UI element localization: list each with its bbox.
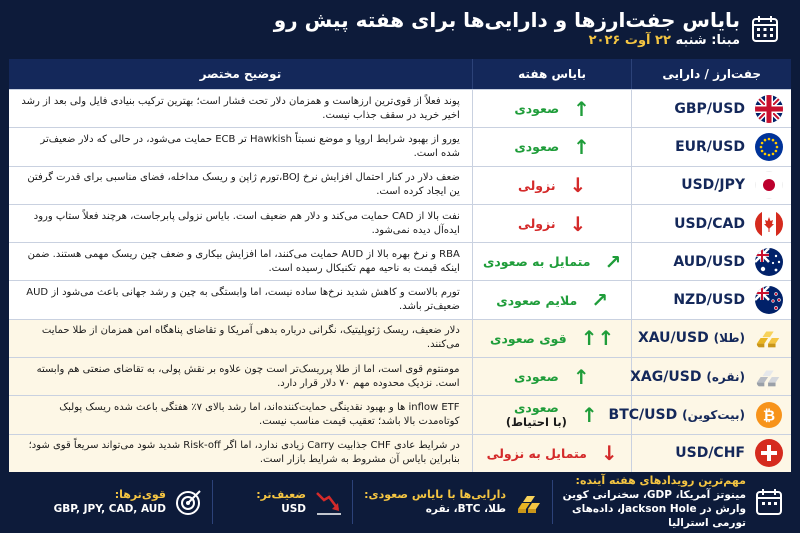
pair-code: USD/JPY: [681, 177, 745, 194]
bias-subtext: (با احتیاط): [505, 415, 567, 430]
arrow-up-icon: ↑: [573, 96, 590, 121]
pair-name-fa: (نقره): [706, 369, 745, 384]
pair-label: [609, 407, 745, 423]
bullish-body: طلا، BTC، نقره: [425, 503, 506, 515]
pair-cell: [631, 128, 791, 165]
pair-cell: [631, 167, 791, 204]
arrow-down-icon: ↓: [569, 173, 587, 198]
swiss-flag-icon: [755, 439, 783, 467]
description-cell: مومنتوم قوی است، اما از طلا پرریسک‌تر است چون علاوه بر نقش پولی، به تقاضای صنعتی هم وابسته است. نزدیک محدوده مهم ۷۰ دلار قرار دارد.: [36, 363, 460, 389]
calendar-icon: [754, 487, 784, 517]
bias-text: نزولی: [517, 177, 556, 193]
header: [0, 0, 800, 58]
bias-label: [514, 139, 559, 154]
description-cell: در شرایط عادی CHF جذابیت Carry زیادی ندارد، اما اگر Risk-off شدید شود می‌تواند سریعاً قوی شود؛ بنابراین بایاس آن مشروط به شرایط بازار است.: [28, 440, 460, 466]
bias-label: [483, 254, 591, 269]
pair-code: USD/CHF: [675, 445, 745, 462]
falling-chart-icon: [314, 487, 344, 517]
bias-text: صعودی: [514, 101, 560, 117]
bias-text: متمایل به صعودی: [482, 254, 591, 270]
bias-text: صعودی: [514, 139, 560, 155]
calendar-icon: [750, 14, 780, 44]
target-icon: [174, 487, 204, 517]
pair-cell: [631, 243, 791, 280]
pair-code: XAG/USD: [630, 368, 702, 385]
strong-body: GBP, JPY, CAD, AUD: [53, 503, 166, 515]
description-cell: پوند فعلاً از قوی‌ترین ارزهاست و همزمان دلار تحت فشار است؛ بهترین ترکیب بنیادی فایل ولی بعد از رشد اخیر خرید در سقف جذاب نیست.: [21, 95, 460, 121]
bias-table: [8, 58, 792, 471]
table-row: [9, 204, 791, 242]
table-row: [9, 166, 791, 204]
arrow-up-icon: ↑: [573, 134, 590, 159]
description-cell: تورم بالاست و کاهش شدید نرخ‌ها ساده نیست، اما وابستگی به چین و رشد جهانی باعث می‌شود از AUD ضعیف‌تر باشد.: [26, 287, 460, 313]
table-row: [9, 434, 791, 472]
arrow-up-icon: ↑↑: [580, 326, 615, 351]
bias-cell: [472, 128, 632, 165]
pair-cell: [631, 358, 791, 395]
pair-cell: [631, 320, 791, 357]
header-text: [274, 8, 740, 50]
pair-label: [681, 177, 745, 193]
bias-cell: [472, 281, 632, 318]
bias-label: [518, 216, 556, 231]
pair-label: [673, 292, 745, 308]
pair-label: [630, 369, 745, 385]
pair-code: AUD/USD: [673, 253, 745, 270]
gold-bars-icon: [514, 487, 544, 517]
description-cell: نفت بالا از CAD حمایت می‌کند و دلار هم ضعیف است. بایاس نزولی پابرجاست، هرچند فعلاً ستاپ ورود ایده‌آل دیده نمی‌شود.: [33, 210, 460, 236]
australia-flag-icon: [755, 248, 783, 276]
arrow-up-icon: ↑: [572, 364, 590, 389]
pair-label: [673, 254, 745, 270]
pair-code: GBP/USD: [674, 100, 745, 117]
pair-code: XAU/USD: [637, 330, 709, 347]
weak-title: ضعیف‌تر:: [256, 488, 306, 501]
svg-text:₿: ₿: [762, 406, 776, 425]
pair-code: BTC/USD: [608, 407, 678, 424]
description-cell: یورو از بهبود شرایط اروپا و موضع نسبتاً Hawkish تر ECB حمایت می‌شود، در حالی که دلار ضعیف‌تر شده است.: [40, 133, 460, 159]
pair-cell: [631, 435, 791, 472]
pair-cell: [631, 205, 791, 242]
arrow-down-icon: ↓: [600, 441, 618, 466]
pair-cell: [631, 90, 791, 127]
bias-text: نزولی: [517, 216, 556, 232]
pair-label: [674, 101, 745, 117]
subtitle-prefix: مبنا: شنبه: [675, 33, 740, 48]
bullish-title: دارایی‌ها با بایاس صعودی:: [364, 488, 506, 501]
description-cell: inflow ETF ها و بهبود نقدینگی حمایت‌کننده‌اند، اما رشد بالای ۷٪ هفتگی باعث شده ریسک پولبک کوتاه‌مدت بالا باشد؛ تعقیب قیمت مناسب نیست.: [59, 402, 460, 428]
bias-cell: [472, 90, 632, 127]
newzealand-flag-icon: [755, 286, 783, 314]
pair-cell: [608, 396, 791, 433]
bias-label: [514, 101, 559, 116]
bias-label: [518, 178, 556, 193]
table-row: [9, 280, 791, 318]
table-header: [9, 59, 791, 89]
japan-flag-icon: [755, 171, 783, 199]
bias-cell: [472, 396, 631, 433]
eu-flag-icon: [755, 133, 783, 161]
pair-code: NZD/USD: [673, 292, 745, 309]
column-header-desc: توضیح مختصر: [199, 67, 282, 81]
description-cell: RBA و نرخ بهره بالا از AUD حمایت می‌کنند، اما افزایش بیکاری و ضعف چین ریسک مهمی هستند. ضمن اینکه قیمت به ناحیه مهم تکنیکال رسیده است.: [27, 248, 460, 274]
footer-bullish: [352, 480, 552, 524]
footer-weak: [212, 480, 352, 524]
bias-cell: [472, 205, 632, 242]
bias-label: [487, 446, 587, 461]
bias-cell: [472, 358, 631, 395]
column-header-bias: بایاس هفته: [472, 59, 632, 89]
pair-label: [675, 445, 745, 461]
pair-cell: [631, 281, 791, 318]
bias-text: متمایل به نزولی: [486, 445, 587, 461]
pair-code: EUR/USD: [675, 138, 745, 155]
bias-cell: [472, 167, 632, 204]
table-row: [9, 89, 791, 127]
bias-text: ملایم صعودی: [496, 292, 578, 308]
bias-text: صعودی: [513, 369, 559, 385]
silver-bars-icon: [755, 363, 783, 391]
table-row: [9, 242, 791, 280]
pair-code: USD/CAD: [674, 215, 745, 232]
table-row: [9, 127, 791, 165]
description-cell: دلار ضعیف، ریسک ژئوپلیتیک، نگرانی درباره بدهی آمریکا و تقاضای پناهگاه امن همزمان از طلا حمایت می‌کنند.: [41, 325, 460, 351]
pair-label: [675, 139, 745, 155]
pair-label: [674, 216, 745, 232]
bias-text: صعودی: [513, 400, 559, 416]
bias-cell: [472, 320, 632, 357]
arrow-down-icon: ↓: [569, 211, 587, 236]
canada-flag-icon: [755, 210, 783, 238]
strong-title: قوی‌ترها:: [114, 488, 166, 501]
arrow-up-icon: ↗: [591, 288, 608, 313]
gold-bars-icon: [755, 324, 783, 352]
pair-label: [638, 330, 745, 346]
table-row: [9, 395, 791, 433]
pair-name-fa: (طلا): [713, 331, 745, 346]
weak-body: USD: [281, 503, 306, 515]
table-row: [9, 357, 791, 395]
footer-events: [552, 474, 792, 529]
bitcoin-icon: [755, 401, 783, 429]
bias-cell: [472, 435, 632, 472]
footer-summary: [8, 476, 792, 528]
uk-flag-icon: [755, 95, 783, 123]
bias-label: [490, 331, 567, 346]
arrow-up-icon: ↑: [580, 403, 598, 428]
page-subtitle: [274, 32, 740, 50]
bias-label: [506, 400, 567, 430]
bias-cell: [472, 243, 632, 280]
footer-strong: [12, 480, 212, 524]
events-title: مهم‌ترین رویدادهای هفته آینده:: [575, 474, 746, 487]
table-row: [9, 319, 791, 357]
subtitle-date: ۲۲ آوت ۲۰۲۶: [588, 33, 671, 48]
page-title: بایاس جفت‌ارزها و دارایی‌ها برای هفته پیش رو: [273, 8, 740, 32]
arrow-up-icon: ↗: [604, 249, 622, 274]
pair-name-fa: (بیت‌کوین): [682, 408, 745, 423]
column-header-pair: جفت‌ارز / دارایی: [631, 59, 791, 89]
bias-text: قوی صعودی: [490, 330, 567, 346]
bias-label: [514, 369, 559, 384]
description-cell: ضعف دلار در کنار احتمال افزایش نرخ BOJ،تورم ژاپن و ریسک مداخله، فضای مناسبی برای قدرت گرفتن ین ایجاد کرده است.: [27, 172, 460, 198]
bias-label: [496, 293, 577, 308]
events-body: مینوتز آمریکا، GDP، سخنرانی کوین وارش در Jackson Hole، داده‌های تورمی استرالیا: [562, 489, 746, 529]
